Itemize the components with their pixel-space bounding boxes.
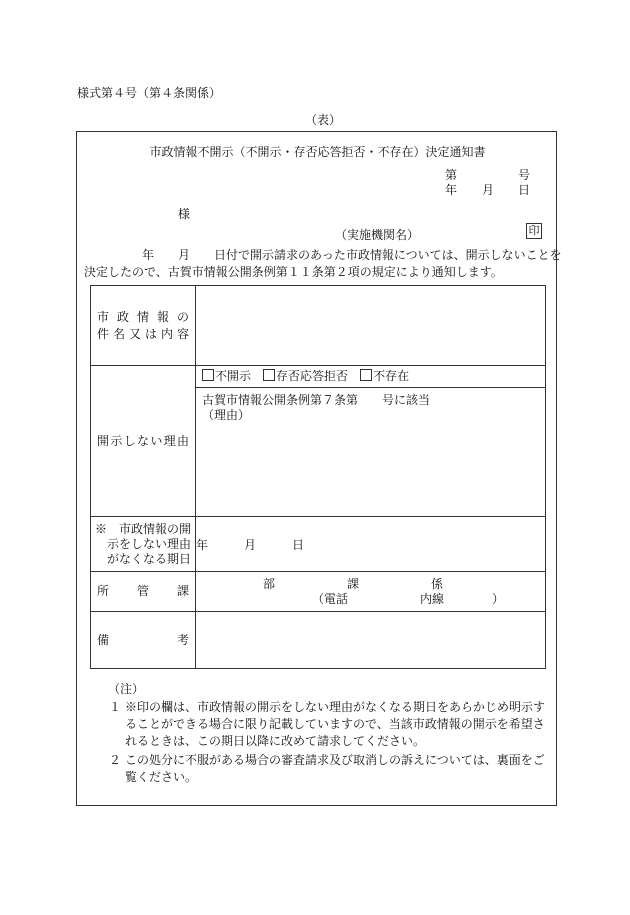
agency-name-label: （実施機関名） — [335, 228, 420, 242]
department-label-cell — [91, 572, 196, 612]
subject-label-line-2: 件名又は内容 — [97, 326, 189, 341]
checkbox-non-disclosure[interactable] — [202, 369, 214, 381]
page-side-label: （表） — [305, 113, 342, 127]
notes-heading: （注） — [108, 682, 145, 696]
expiry-label-line-3: がなくなる期日 — [107, 551, 192, 566]
expiry-date-cell[interactable]: 年 月 日 — [196, 517, 546, 572]
subject-label-line-1: 市政情報の — [97, 309, 189, 324]
number-prefix: 第 — [445, 168, 458, 182]
reason-note: （理由） — [202, 408, 251, 422]
intro-paragraph — [84, 247, 562, 281]
checkbox-non-disclosure-label: 不開示 — [215, 369, 252, 383]
note-text: ※印の欄は、市政情報の開示をしない理由がなくなる期日をあらかじめ明示することができる場合に限り記載していますので、当該市政情報の開示を希望されるときは、この期日以降に改めて請求してください。 — [125, 700, 546, 748]
decision-type-checkboxes — [196, 366, 545, 388]
table-row — [91, 286, 546, 366]
checkbox-refusal[interactable] — [263, 369, 275, 381]
note-number: ２ — [109, 753, 122, 767]
remarks-label-cell — [91, 612, 196, 669]
phone-line: （電話 内線 ） — [312, 591, 505, 606]
seal-mark: 印 — [526, 223, 542, 239]
intro-line-1: 年 月 日付で開示請求のあった市政情報については、開示しないことを — [142, 248, 562, 262]
note-number: １ — [109, 700, 122, 714]
number-suffix: 号 — [518, 168, 531, 182]
ordinance-clause: 古賀市情報公開条例第７条第 号に該当 — [202, 393, 431, 407]
recipient-honorific: 様 — [178, 207, 191, 221]
table-row — [91, 572, 546, 612]
reason-detail[interactable] — [196, 388, 545, 516]
checkbox-nonexistent-label: 不存在 — [373, 369, 410, 383]
note-text: この処分に不服がある場合の審査請求及び取消しの訴えについては、裏面をご覧ください。 — [125, 753, 545, 784]
notice-frame — [76, 131, 562, 806]
note-item — [109, 699, 555, 750]
remarks-value-cell[interactable] — [196, 612, 546, 669]
table-row — [91, 517, 546, 572]
table-row — [91, 366, 546, 517]
document-title: 市政情報不開示（不開示・存否応答拒否・不存在）決定通知書 — [149, 145, 486, 159]
reason-label: 開示しない理由 — [97, 433, 189, 448]
date-year-label: 年 — [445, 183, 458, 197]
date-month-label: 月 — [482, 183, 495, 197]
department-line: 部 課 係 — [263, 576, 444, 591]
expiry-label-line-1: ※ 市政情報の開 — [95, 521, 192, 536]
expiry-label-cell — [91, 517, 196, 572]
checkbox-refusal-label: 存否応答拒否 — [276, 369, 349, 383]
remarks-label: 備考 — [97, 632, 189, 647]
form-number: 様式第４号（第４条関係） — [77, 86, 222, 100]
note-item — [109, 752, 555, 786]
reason-value-cell — [196, 366, 546, 517]
intro-line-2: 決定したので、古賀市情報公開条例第１１条第２項の規定により通知します。 — [84, 265, 503, 279]
expiry-label-line-2: 示をしない理由 — [107, 536, 192, 551]
checkbox-nonexistent[interactable] — [360, 369, 372, 381]
reason-label-cell — [91, 366, 196, 517]
table-row — [91, 612, 546, 669]
date-day-label: 日 — [518, 183, 531, 197]
department-label: 所管課 — [97, 584, 189, 598]
subject-value-cell[interactable] — [196, 286, 546, 366]
decision-table — [90, 285, 546, 669]
subject-label-cell — [91, 286, 196, 366]
department-value-cell[interactable] — [196, 572, 546, 612]
